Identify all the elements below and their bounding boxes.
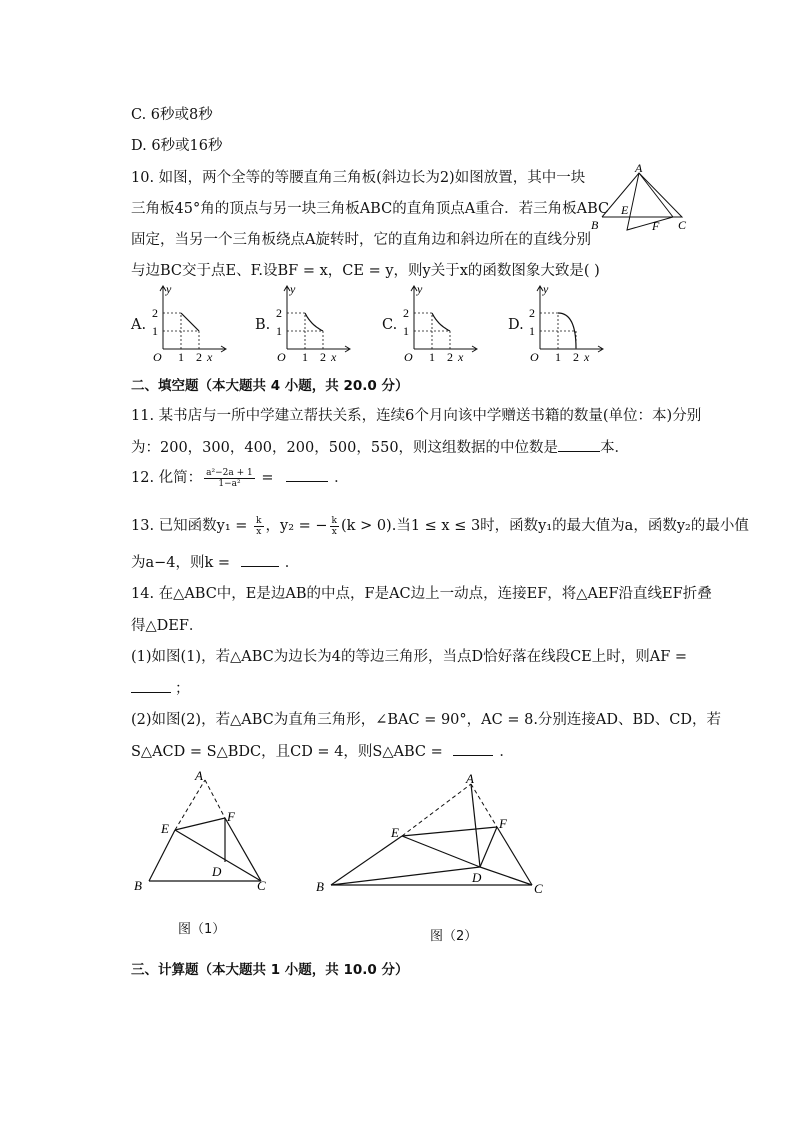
origin-label: O [530, 350, 539, 363]
q12-end: ． [334, 470, 349, 486]
q10-label-a: A [635, 162, 643, 175]
graph-curve [181, 313, 199, 331]
q13-frac2-num: k [331, 515, 338, 526]
graph-option-plot [269, 283, 364, 363]
graph-curve [558, 313, 576, 348]
q10-label-e: E [621, 203, 629, 217]
x-tick-1: 1 [429, 350, 435, 363]
q13-text-a: 13. 已知函数y₁ = [131, 518, 253, 534]
q10-line1: 10. 如图，两个全等的等腰直角三角板(斜边长为2)如图放置，其中一块 [131, 170, 586, 186]
x-tick-1: 1 [178, 350, 184, 363]
section-calculation-title: 三、计算题（本大题共 1 小题，共 10.0 分） [131, 962, 409, 978]
graph-option-plot [522, 283, 617, 363]
graph-option-letter: D. [508, 317, 524, 333]
q11-line1: 11. 某书店与一所中学建立帮扶关系，连续6个月向该中学赠送书籍的数量(单位：本)分别 [131, 408, 702, 424]
graph-option-letter: B. [255, 317, 271, 333]
q14-figure-1 [130, 766, 280, 896]
q13-frac2-den: x [331, 526, 337, 537]
q14-line3: (1)如图(1)，若△ABC为边长为4的等边三角形，当点D恰好落在线段CE上时，则AF = [131, 649, 688, 665]
origin-label: O [153, 350, 162, 363]
q10-label-b: B [591, 218, 599, 232]
y-axis-label: y [290, 283, 296, 296]
q13-line2 [131, 551, 299, 572]
fig1-label-e: E [161, 821, 169, 836]
q14-line6 [131, 740, 514, 761]
fig2-label-a: A [466, 771, 474, 786]
origin-label: O [404, 350, 413, 363]
graph-option-letter: C. [382, 317, 398, 333]
fig2-caption: 图（2） [430, 929, 478, 944]
y-tick-2: 2 [276, 306, 282, 320]
q10-line3: 固定，当另一个三角板绕点A旋转时，它的直角边和斜边所在的直线分别 [131, 232, 591, 248]
q14-end: ． [499, 744, 514, 760]
q14-answer-blank-1[interactable] [131, 692, 171, 693]
fig2-label-f: F [499, 816, 507, 831]
q12-denominator: 1−a² [218, 478, 241, 489]
y-tick-1: 1 [152, 324, 158, 338]
graph-option-plot [396, 283, 491, 363]
q12-fraction [204, 468, 255, 489]
graph-option-letter: A. [131, 317, 147, 333]
origin-label: O [277, 350, 286, 363]
graph-curve [305, 313, 323, 331]
y-tick-1: 1 [529, 324, 535, 338]
q14-answer-blank-2[interactable] [453, 755, 493, 756]
fig1-label-c: C [257, 878, 266, 893]
q12-line [131, 466, 349, 489]
x-tick-2: 2 [573, 350, 579, 363]
graph-curve [432, 313, 450, 331]
fig1-caption: 图（1） [178, 922, 226, 937]
q13-line1 [131, 514, 749, 537]
q10-label-c: C [678, 218, 687, 232]
y-tick-2: 2 [529, 306, 535, 320]
q14-text-s: S△ACD = S△BDC，且CD = 4，则S△ABC = [131, 744, 448, 760]
q11-unit: 本． [600, 440, 630, 456]
q10-line2: 三角板45°角的顶点与另一块三角板ABC的直角顶点A重合．若三角板ABC [131, 201, 610, 217]
q13-text-c: (k > 0).当1 ≤ x ≤ 3时，函数y₁的最大值为a，函数y₂的最小值 [341, 518, 749, 534]
y-tick-1: 1 [403, 324, 409, 338]
q14-line2: 得△DEF． [131, 618, 204, 634]
x-tick-2: 2 [447, 350, 453, 363]
q13-frac1-den: x [256, 526, 262, 537]
q12-numerator: a²−2a + 1 [206, 467, 253, 478]
x-axis-label: x [458, 350, 464, 363]
q13-end: ． [284, 555, 300, 571]
q12-answer-blank[interactable] [286, 481, 328, 482]
x-tick-1: 1 [302, 350, 308, 363]
fig1-label-b: B [134, 878, 142, 893]
fig2-label-b: B [316, 879, 324, 894]
x-tick-2: 2 [196, 350, 202, 363]
x-tick-1: 1 [555, 350, 561, 363]
q12-text: 12. 化简： [131, 470, 203, 486]
fig1-label-d: D [212, 864, 222, 879]
q14-semicolon: ； [175, 681, 190, 697]
y-tick-2: 2 [152, 306, 158, 320]
y-axis-label: y [543, 283, 549, 296]
fig1-label-a: A [195, 768, 203, 783]
x-axis-label: x [331, 350, 337, 363]
q13-answer-blank[interactable] [241, 566, 279, 567]
q11-answer-blank[interactable] [558, 451, 600, 452]
fig2-label-c: C [534, 881, 543, 896]
q13-text-d: 为a−4，则k = [131, 555, 235, 571]
x-tick-2: 2 [320, 350, 326, 363]
q11-line2 [131, 436, 629, 457]
y-axis-label: y [417, 283, 423, 296]
q10-label-f: F [652, 219, 660, 233]
option-d: D. 6秒或16秒 [131, 138, 223, 154]
y-tick-1: 1 [276, 324, 282, 338]
fig1-label-f: F [227, 809, 235, 824]
q14-figure-2 [310, 770, 560, 900]
q12-equals: = [256, 470, 279, 486]
graph-option-plot [145, 283, 240, 363]
y-axis-label: y [166, 283, 172, 296]
q11-text: 为：200，300，400，200，500，550，则这组数据的中位数是 [131, 440, 559, 456]
x-axis-label: x [207, 350, 213, 363]
fig2-label-e: E [391, 825, 399, 840]
q13-fraction-y2 [330, 516, 339, 537]
x-axis-label: x [584, 350, 590, 363]
q14-line5: (2)如图(2)，若△ABC为直角三角形，∠BAC = 90°，AC = 8.分别连接AD、BD、CD，若 [131, 712, 722, 728]
q13-frac1-num: k [256, 515, 262, 526]
q14-line4 [131, 677, 190, 698]
q10-triangle-figure [585, 162, 695, 242]
section-fill-in-title: 二、填空题（本大题共 4 小题，共 20.0 分） [131, 378, 409, 394]
q14-line1: 14. 在△ABC中，E是边AB的中点，F是AC边上一动点，连接EF，将△AEF沿直线EF折叠 [131, 586, 712, 602]
y-tick-2: 2 [403, 306, 409, 320]
q10-line4: 与边BC交于点E、F.设BF = x，CE = y，则y关于x的函数图象大致是( ) [131, 263, 600, 279]
q13-fraction-y1 [254, 516, 263, 537]
q13-text-b: ，y₂ = − [265, 518, 328, 534]
fig2-label-d: D [472, 870, 482, 885]
option-c: C. 6秒或8秒 [131, 107, 213, 123]
